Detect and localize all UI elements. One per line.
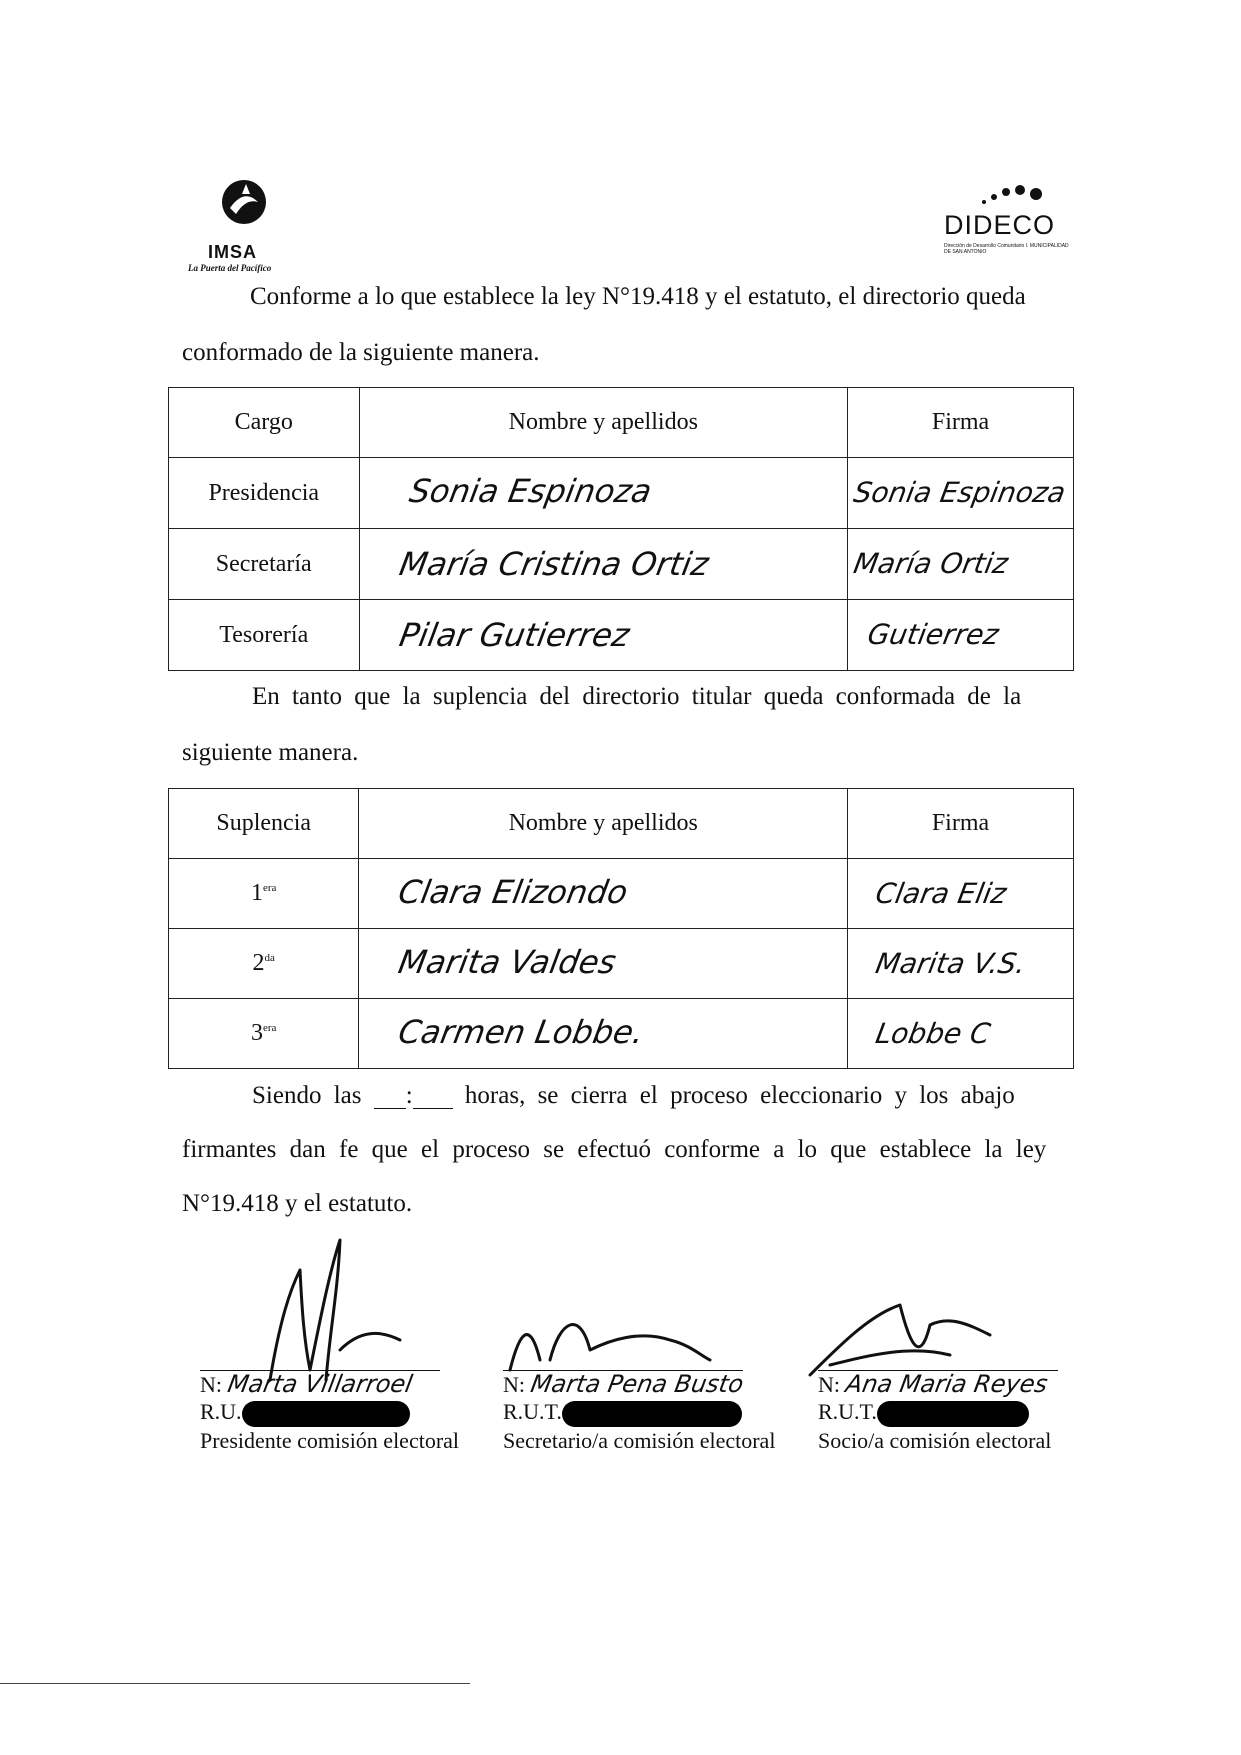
table-row	[169, 529, 1074, 600]
suplencia-table	[168, 788, 1074, 1069]
footer-divider	[0, 1683, 470, 1684]
signature: Marita V.S.	[873, 947, 1029, 980]
signer-socio	[818, 1370, 1058, 1454]
handwritten-name-cell	[359, 999, 848, 1069]
suplencia-num: 1	[250, 880, 263, 906]
handwritten-name-cell	[359, 859, 848, 929]
header-nombre: Nombre y apellidos	[359, 388, 848, 458]
middle-line-1: En tanto que la suplencia del directorio titular queda conformada de la	[252, 683, 1022, 710]
suplencia-num: 2	[252, 950, 265, 976]
closing-line-2: firmantes dan fe que el proceso se efectuó conforme a lo que establece la ley	[182, 1136, 1047, 1163]
cargo-cell: Tesorería	[169, 600, 360, 671]
suplencia-num-cell	[169, 999, 359, 1069]
rut-label: R.U.T.	[503, 1399, 562, 1424]
name-label: N:	[818, 1372, 840, 1397]
signature-cell	[848, 458, 1074, 529]
handwritten-name-cell	[359, 600, 848, 671]
signature-cell	[848, 929, 1074, 999]
table-row	[169, 859, 1074, 929]
signer-name: Marta Pena Busto	[528, 1370, 746, 1398]
name-label: N:	[200, 1372, 222, 1397]
header-firma: Firma	[848, 388, 1074, 458]
closing-line-1: Siendo las : horas, se cierra el proceso eleccionario y los abajo	[252, 1082, 1015, 1109]
rut-label: R.U.	[200, 1399, 242, 1424]
imsa-logo-tagline: La Puerta del Pacífico	[188, 263, 272, 273]
signer-name: Ana Maria Reyes	[843, 1370, 1050, 1398]
name-label: N:	[503, 1372, 525, 1397]
signature: Lobbe C	[873, 1017, 993, 1050]
handwritten-name: Sonia Espinoza	[406, 472, 655, 510]
redacted-rut	[242, 1401, 410, 1427]
minute-blank	[413, 1083, 453, 1109]
hour-blank	[374, 1083, 406, 1109]
header-cargo: Cargo	[169, 388, 360, 458]
middle-line-2: siguiente manera.	[182, 739, 359, 766]
signature-cell	[848, 859, 1074, 929]
dideco-logo	[918, 180, 1068, 270]
table-row	[169, 999, 1074, 1069]
signature-cell	[848, 529, 1074, 600]
header-suplencia: Suplencia	[169, 789, 359, 859]
closing-line-3: N°19.418 y el estatuto.	[182, 1190, 413, 1217]
table-header-row	[169, 388, 1074, 458]
signature: Sonia Espinoza	[851, 476, 1068, 509]
dideco-logo-subtitle: Dirección de Desarrollo Comunitario I. MUNICIPALIDAD DE SAN ANTONIO	[944, 243, 1069, 255]
signer-role: Presidente comisión electoral	[200, 1427, 460, 1453]
intro-line-2: conformado de la siguiente manera.	[182, 339, 540, 366]
closing-line-1b: horas, se cierra el proceso eleccionario y los abajo	[464, 1082, 1015, 1109]
suplencia-ordinal: da	[264, 952, 275, 964]
table-row	[169, 929, 1074, 999]
dideco-logo-name: DIDECO	[944, 210, 1056, 240]
redacted-rut	[562, 1401, 742, 1427]
intro-line-1: Conforme a lo que establece la ley N°19.418 y el estatuto, el directorio queda	[250, 283, 1026, 310]
handwritten-name-cell	[359, 458, 848, 529]
suplencia-ordinal: era	[262, 1022, 277, 1034]
suplencia-num: 3	[250, 1020, 263, 1046]
signature-cell	[848, 600, 1074, 671]
table-header-row	[169, 789, 1074, 859]
rut-label: R.U.T.	[818, 1399, 877, 1424]
handwritten-name: Pilar Gutierrez	[396, 616, 632, 654]
handwritten-name: Carmen Lobbe.	[396, 1013, 648, 1051]
redacted-rut	[877, 1401, 1029, 1427]
handwritten-name: Clara Elizondo	[396, 873, 632, 911]
suplencia-ordinal: era	[262, 882, 277, 894]
handwritten-name-cell	[359, 529, 848, 600]
signature-cell	[848, 999, 1074, 1069]
imsa-logo	[178, 168, 308, 278]
signature: María Ortiz	[851, 547, 1011, 580]
signer-role: Socio/a comisión electoral	[818, 1427, 1052, 1453]
cargo-cell: Presidencia	[169, 458, 360, 529]
signer-name: Marta Villarroel	[225, 1370, 415, 1398]
table-row	[169, 600, 1074, 671]
table-row	[169, 458, 1074, 529]
cargo-cell: Secretaría	[169, 529, 360, 600]
signature: Gutierrez	[865, 618, 1002, 651]
suplencia-num-cell	[169, 859, 359, 929]
closing-line-1a: Siendo las	[252, 1082, 362, 1109]
directorio-table	[168, 387, 1074, 671]
header-nombre: Nombre y apellidos	[359, 789, 848, 859]
signer-role: Secretario/a comisión electoral	[503, 1427, 776, 1453]
imsa-logo-name: IMSA	[208, 242, 257, 262]
handwritten-name-cell	[359, 929, 848, 999]
header-firma: Firma	[848, 789, 1074, 859]
signature-scribble-president	[230, 1230, 450, 1390]
handwritten-name: Marita Valdes	[396, 943, 620, 981]
suplencia-num-cell	[169, 929, 359, 999]
handwritten-name: María Cristina Ortiz	[396, 545, 712, 583]
signer-secretary	[503, 1370, 775, 1454]
signature: Clara Eliz	[873, 877, 1009, 910]
imsa-emblem-icon	[216, 168, 272, 238]
signer-president	[200, 1370, 459, 1454]
dideco-dots-icon	[978, 180, 1058, 210]
signature-scribble-secretary	[500, 1300, 740, 1380]
